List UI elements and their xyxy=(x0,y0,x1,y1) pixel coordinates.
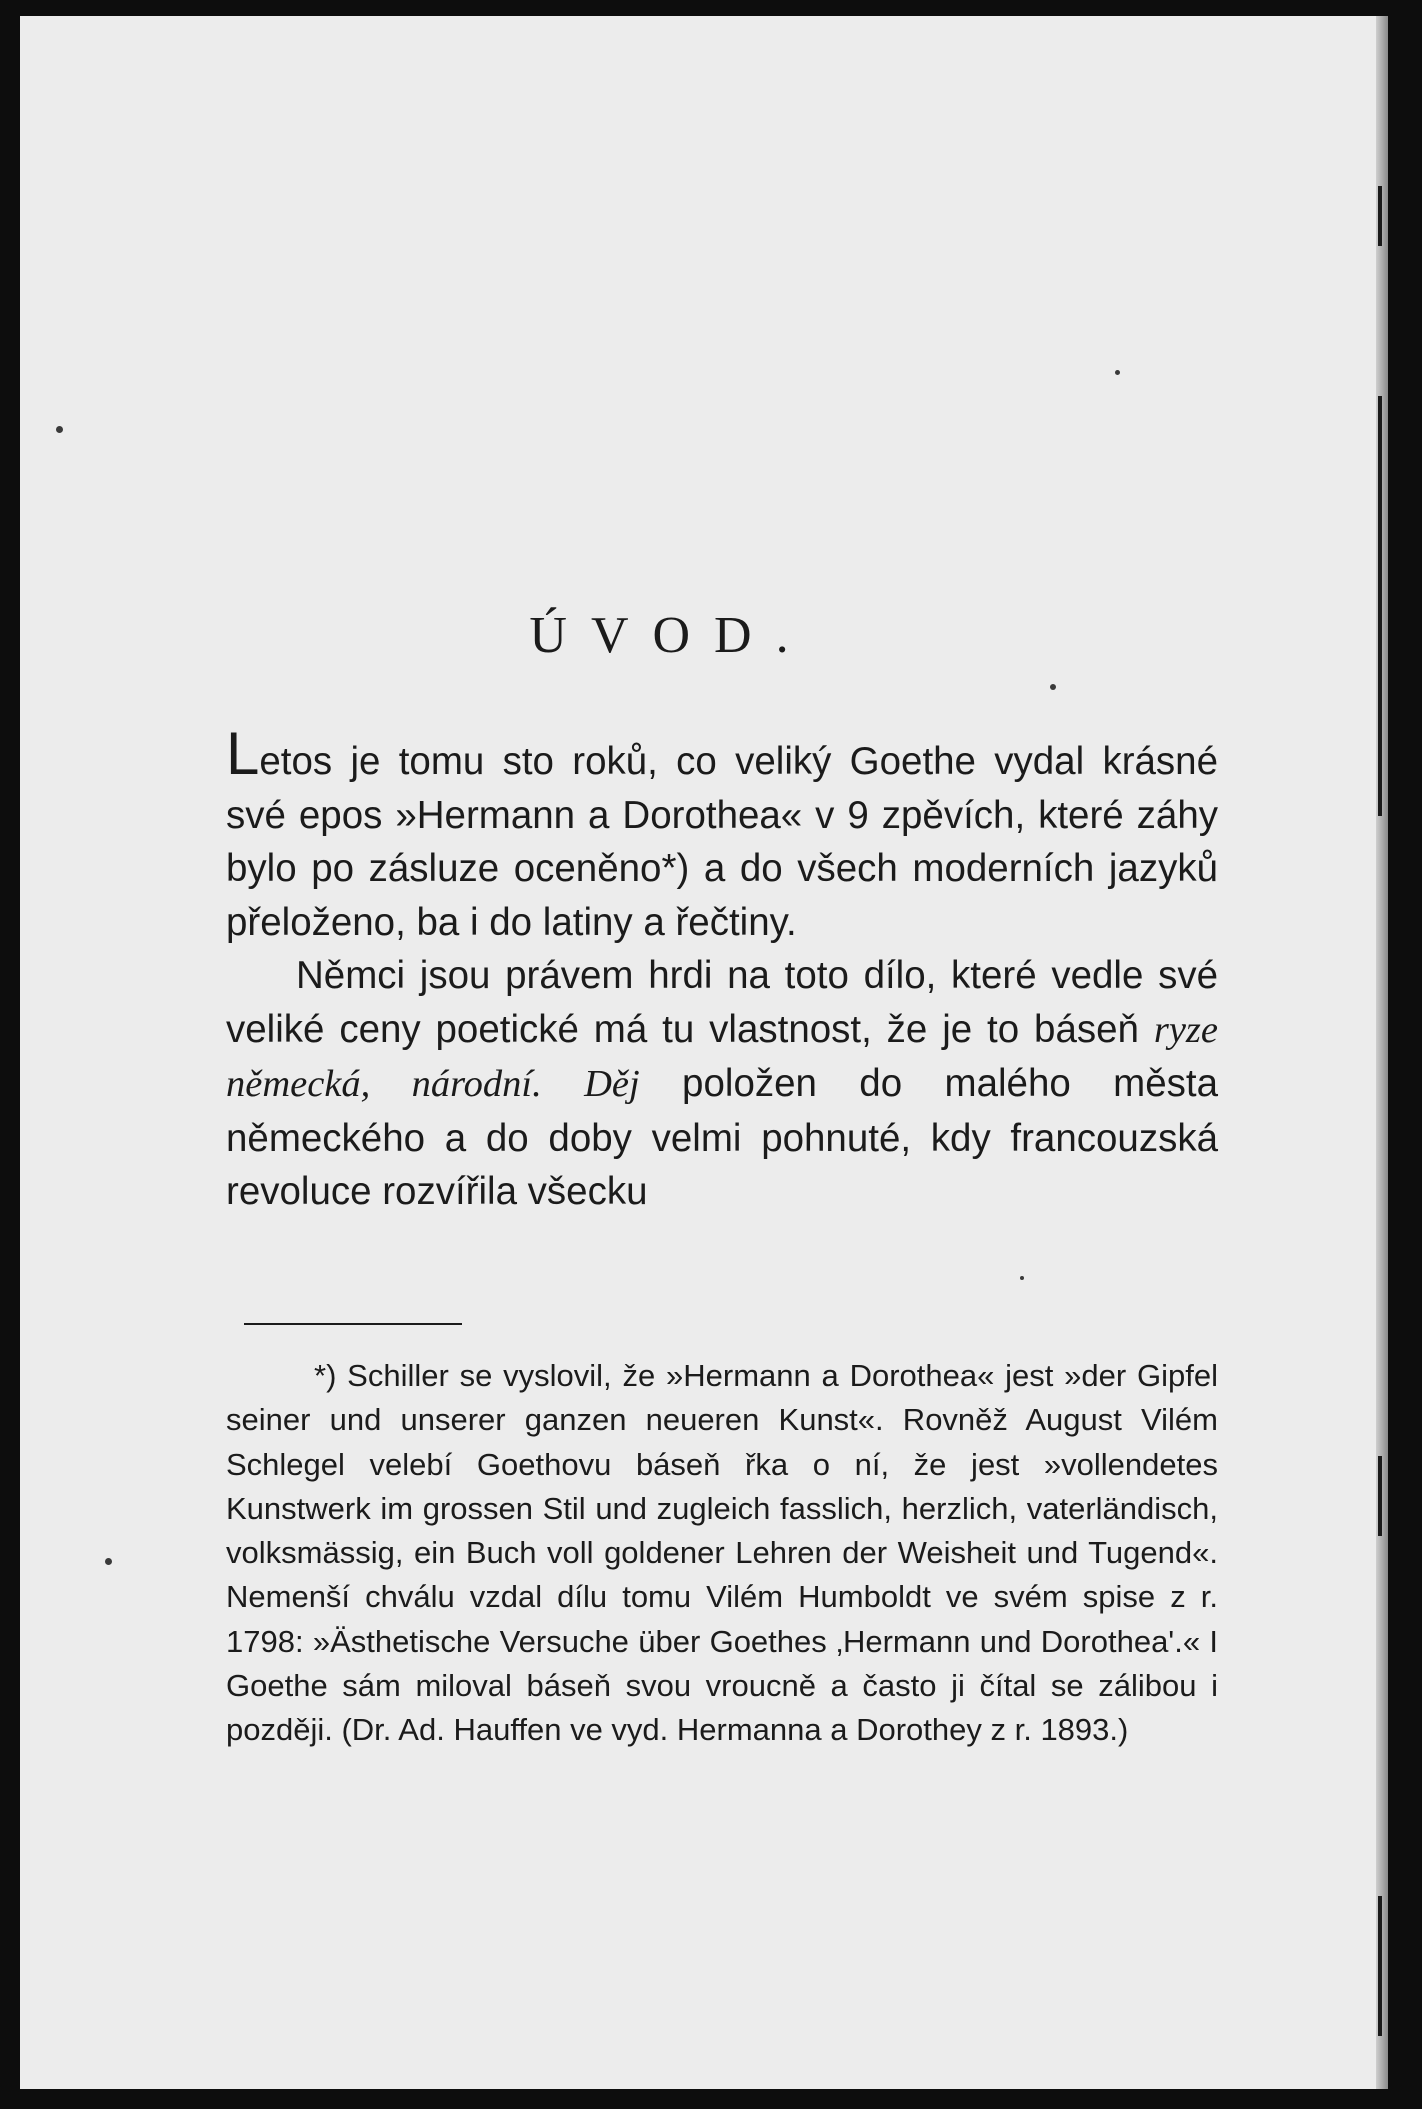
book-page xyxy=(20,16,1388,2089)
paragraph-1 xyxy=(226,720,1218,949)
drop-cap: L xyxy=(226,720,260,787)
paper-speck xyxy=(105,1558,112,1565)
edge-mark xyxy=(1378,186,1382,246)
paragraph-1-text: etos je tomu sto roků, co veliký Goethe vydal krásné své epos »Hermann a Dorothea« v 9 zpěvích, které záhy bylo po zásluze oceněno*) a do všech moderních jazyků přeloženo, ba i do latiny a řečtiny. xyxy=(226,740,1218,944)
paper-speck xyxy=(56,426,63,433)
italic-word-plot: Děj xyxy=(584,1063,640,1105)
chapter-title: ÚVOD. xyxy=(529,607,813,664)
paragraph-2 xyxy=(226,949,1218,1219)
italic-phrase-national: ryze německá, národní. xyxy=(226,1008,1218,1105)
edge-mark xyxy=(1378,1896,1382,2036)
page-edge-shadow xyxy=(1376,16,1388,2089)
paper-speck xyxy=(1050,684,1056,690)
main-text xyxy=(226,720,1218,1219)
paragraph-2-text-end: položen do malého města německého a do doby velmi pohnuté, kdy francouzská revoluce rozvířila všecku xyxy=(226,1062,1218,1213)
edge-mark xyxy=(1378,1456,1382,1536)
paragraph-2-text-start: Němci jsou právem hrdi na toto dílo, které vedle své veliké ceny poetické má tu vlastnost, že je to báseň xyxy=(226,954,1218,1051)
edge-mark xyxy=(1378,396,1382,816)
paragraph-2-space xyxy=(542,1062,584,1105)
footnote-separator xyxy=(244,1323,462,1325)
footnote: *) Schiller se vyslovil, že »Hermann a Dorothea« jest »der Gipfel seiner und unserer ganzen neueren Kunst«. Rovněž August Vilém Schlegel velebí Goethovu báseň řka o ní, že jest »vollendetes Kunstwerk im grossen Stil und zugleich fasslich, herzlich, vaterländisch, volksmässig, ein Buch voll goldener Lehren der Weisheit und Tugend«. Nemenší chválu vzdal dílu tomu Vilém Humboldt ve svém spise z r. 1798: »Ästhetische Versuche über Goethes ‚Hermann und Dorothea'.« I Goethe sám miloval báseň svou vroucně a často ji čítal se zálibou i později. (Dr. Ad. Hauffen ve vyd. Hermanna a Dorothey z r. 1893.) xyxy=(226,1358,1218,1748)
paper-speck xyxy=(1020,1276,1024,1280)
paper-speck xyxy=(1115,370,1120,375)
